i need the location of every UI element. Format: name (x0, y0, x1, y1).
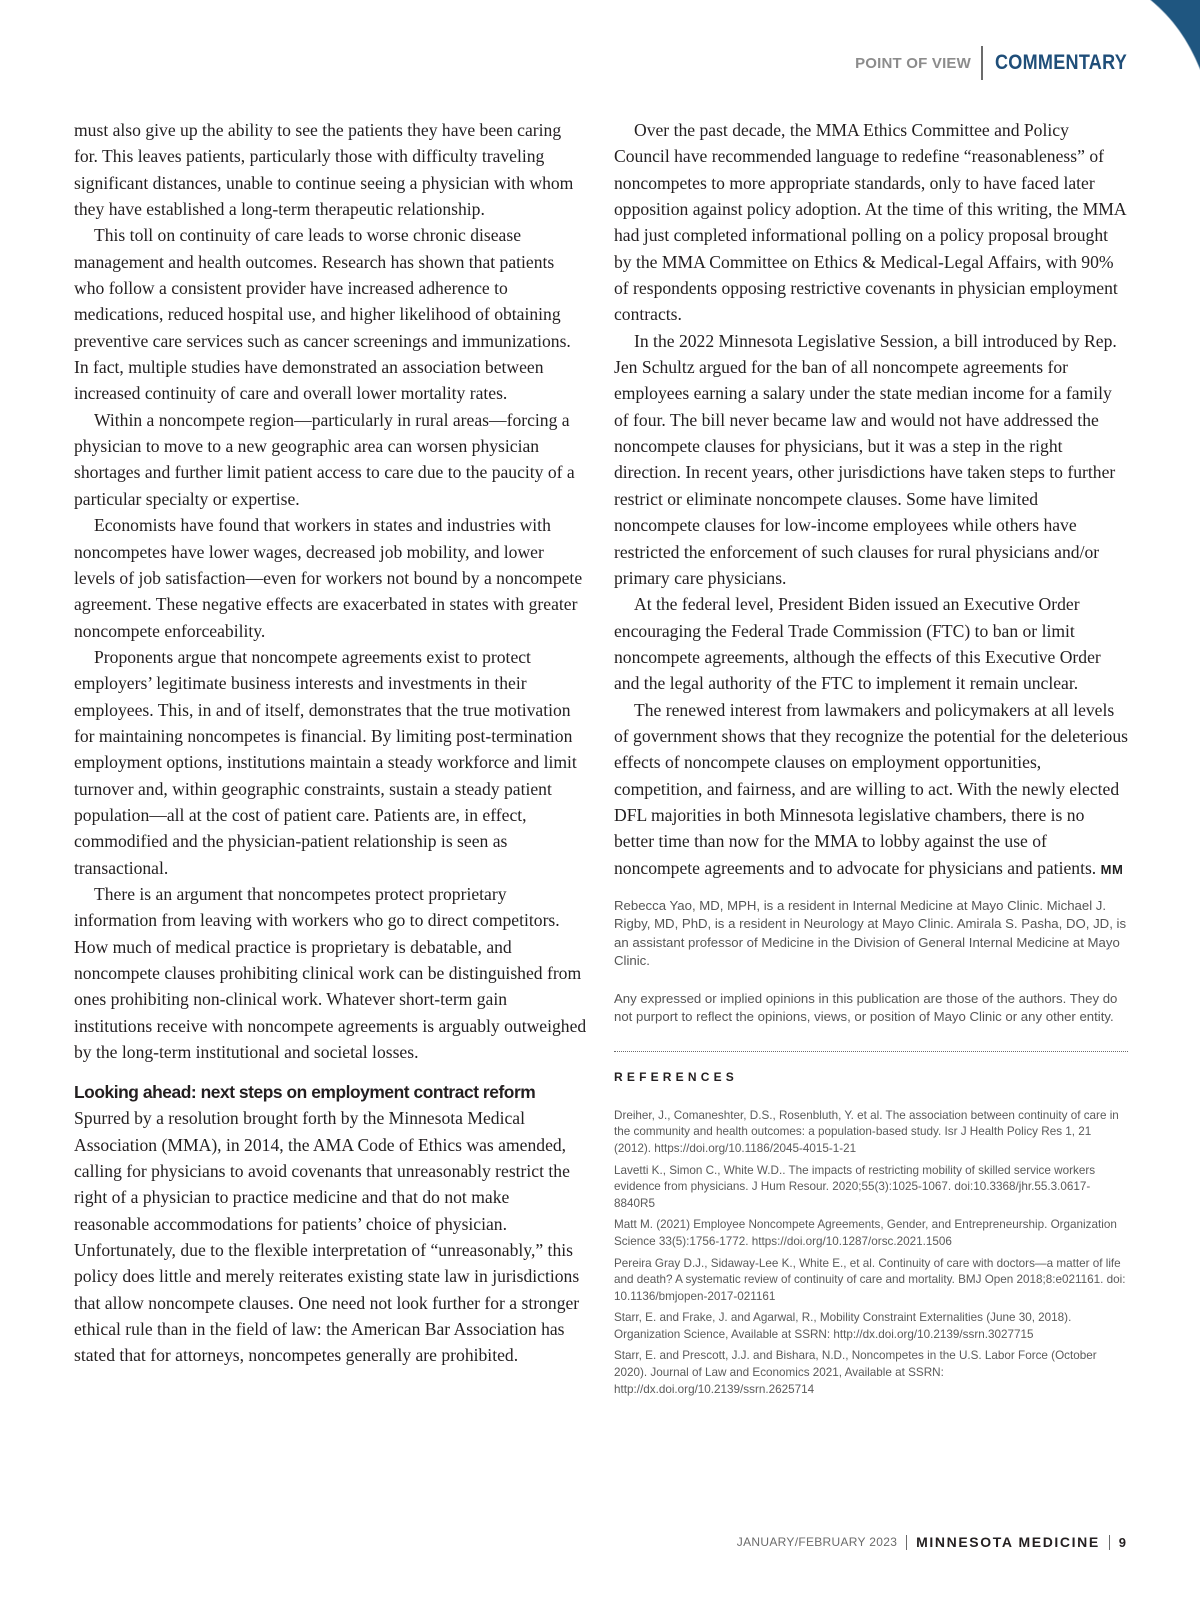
reference-item: Pereira Gray D.J., Sidaway-Lee K., White E., et al. Continuity of care with doctors—a matter of life and death? A systematic review of continuity of care and mortality. BMJ Open 2018;8:e021161. doi: 10.1136/bmjopen-2017-021161 (614, 1256, 1126, 1303)
references-list (614, 1108, 1128, 1399)
header-column-label: COMMENTARY (994, 51, 1127, 74)
author-bio: Rebecca Yao, MD, MPH, is a resident in Internal Medicine at Mayo Clinic. Michael J. Rigby, MD, PhD, is a resident in Neurology at Mayo Clinic. Amirala S. Pasha, DO, JD, is an assistant professor of Medicine in the Division of General Internal Medicine at Mayo Clinic. (614, 897, 1127, 968)
body-paragraph: In the 2022 Minnesota Legislative Session, a bill introduced by Rep. Jen Schultz argued for the ban of all noncompete agreements for employees earning a salary under the state median income for a family of four. The bill never became law and would not have addressed the noncompete clauses for physicians, but it was a step in the right direction. In recent years, other jurisdictions have taken steps to further restrict or eliminate noncompete clauses. Some have limited noncompete clauses for low-income employees while others have restricted the enforcement of such clauses for rural physicians and/or primary care physicians. (614, 330, 1117, 588)
section-subheading: Looking ahead: next steps on employment contract reform (74, 1082, 536, 1103)
left-column (74, 117, 588, 1369)
body-paragraph: Over the past decade, the MMA Ethics Committee and Policy Council have recommended language to redefine “reasonableness” of noncompetes to more appropriate standards, only to have faced later opposition against policy adoption. At the time of this writing, the MMA had just completed informational polling on a policy proposal brought by the MMA Committee on Ethics & Medical-Legal Affairs, with 90% of respondents opposing restrictive covenants in physician employment contracts. (614, 120, 1126, 325)
page-number: 9 (1118, 1534, 1126, 1550)
reference-item: Starr, E. and Prescott, J.J. and Bishara, N.D., Noncompetes in the U.S. Labor Force (October 2020). Journal of Law and Economics 2021, Available at SSRN: http://dx.doi.org/10.2139/ssrn.2625714 (614, 1349, 1097, 1396)
reference-item: Matt M. (2021) Employee Noncompete Agreements, Gender, and Entrepreneurship. Organization Science 33(5):1756-1772. https://doi.org/10.1287/orsc.2021.1506 (614, 1218, 1117, 1248)
references-divider (614, 1051, 1128, 1052)
footer-divider (1109, 1535, 1110, 1550)
header-section-label: POINT OF VIEW (855, 54, 971, 72)
reference-item: Dreiher, J., Comaneshter, D.S., Rosenbluth, Y. et al. The association between continuity of care in the community and health outcomes: a population-based study. Isr J Health Policy Res 1, 21 (2012). https://doi.org/10.1186/2045-4015-1-21 (614, 1108, 1119, 1155)
body-paragraph: Proponents argue that noncompete agreements exist to protect employers’ legitimate business interests and investments in their employees. This, in and of itself, demonstrates that the true motivation for maintaining noncompetes is financial. By limiting post-termination employment options, institutions maintain a steady workforce and limit turnover and, within geographic constraints, sustain a steady patient population—all at the cost of patient care. Patients are, in effect, commodified and the physician-patient relationship is seen as transactional. (74, 646, 577, 878)
page-header (855, 46, 1126, 80)
reference-item: Starr, E. and Frake, J. and Agarwal, R., Mobility Constraint Externalities (June 30, 2018). Organization Science, Available at SSRN: http://dx.doi.org/10.2139/ssrn.3027715 (614, 1311, 1072, 1341)
end-mark: MM (1100, 861, 1124, 877)
body-paragraph: must also give up the ability to see the patients they have been caring for. This leaves patients, particularly those with difficulty traveling significant distances, unable to continue seeing a physician with whom they have established a long-term therapeutic relationship. (74, 120, 574, 220)
page-footer (737, 1534, 1126, 1550)
references-heading: REFERENCES (614, 1069, 739, 1084)
closing-paragraph (614, 697, 1128, 883)
body-paragraph: There is an argument that noncompetes protect proprietary information from leaving with workers who go to direct competitors. How much of medical practice is proprietary is debatable, and noncompete clauses prohibiting clinical work can be distinguished from ones prohibiting non-clinical work. Whatever short-term gain institutions receive with noncompete agreements is arguably outweighed by the long-term institutional and societal losses. (74, 883, 587, 1063)
body-paragraph: At the federal level, President Biden issued an Executive Order encouraging the Federal Trade Commission (FTC) to ban or limit noncompete agreements, although the effects of this Executive Order and the legal authority of the FTC to implement it remain unclear. (614, 594, 1101, 694)
body-paragraph: This toll on continuity of care leads to worse chronic disease management and health outcomes. Research has shown that patients who follow a consistent provider have increased adherence to medications, reduced hospital use, and higher likelihood of obtaining preventive care services such as cancer screenings and immunizations. In fact, multiple studies have demonstrated an association between increased continuity of care and overall lower mortality rates. (74, 225, 571, 404)
footer-magazine-title: MINNESOTA MEDICINE (916, 1534, 1100, 1550)
footer-divider (906, 1535, 907, 1550)
body-paragraph: Spurred by a resolution brought forth by the Minnesota Medical Association (MMA), in 2014, the AMA Code of Ethics was amended, calling for physicians to avoid covenants that unreasonably restrict the right of a physician to practice medicine and that do not make reasonable accommodations for patients’ choice of physician. Unfortunately, due to the flexible interpretation of “unreasonably,” this policy does little and merely reiterates existing state law in jurisdictions that allow noncompete clauses. One need not look further for a stronger ethical rule than in the field of law: the American Bar Association has stated that for attorneys, noncompetes generally are prohibited. (74, 1108, 580, 1366)
closing-paragraph-text: The renewed interest from lawmakers and policymakers at all levels of government shows that they recognize the potential for the deleterious effects of noncompete clauses on employment opportunities, competition, and fairness, and are willing to act. With the newly elected DFL majorities in both Minnesota legislative chambers, there is no better time than now for the MMA to lobby against the use of noncompete agreements and to advocate for physicians and patients. (614, 699, 1128, 878)
body-paragraph: Within a noncompete region—particularly in rural areas—forcing a physician to move to a new geographic area can worsen physician shortages and further limit patient access to care due to the paucity of a particular specialty or expertise. (74, 409, 575, 509)
disclaimer: Any expressed or implied opinions in this publication are those of the authors. They do not purport to reflect the opinions, views, or position of Mayo Clinic or any other entity. (614, 991, 1118, 1025)
right-column (614, 117, 1128, 1403)
body-paragraph: Economists have found that workers in states and industries with noncompetes have lower wages, decreased job mobility, and lower levels of job satisfaction—even for workers not bound by a noncompete agreement. These negative effects are exacerbated in states with greater noncompete enforceability. (74, 515, 583, 641)
header-divider (981, 46, 983, 80)
reference-item: Lavetti K., Simon C., White W.D.. The impacts of restricting mobility of skilled service workers evidence from physicians. J Hum Resour. 2020;55(3):1025-1067. doi:10.3368/jhr.55.3.0617-8840R5 (614, 1163, 1096, 1210)
footer-issue-date: JANUARY/FEBRUARY 2023 (736, 1535, 898, 1549)
